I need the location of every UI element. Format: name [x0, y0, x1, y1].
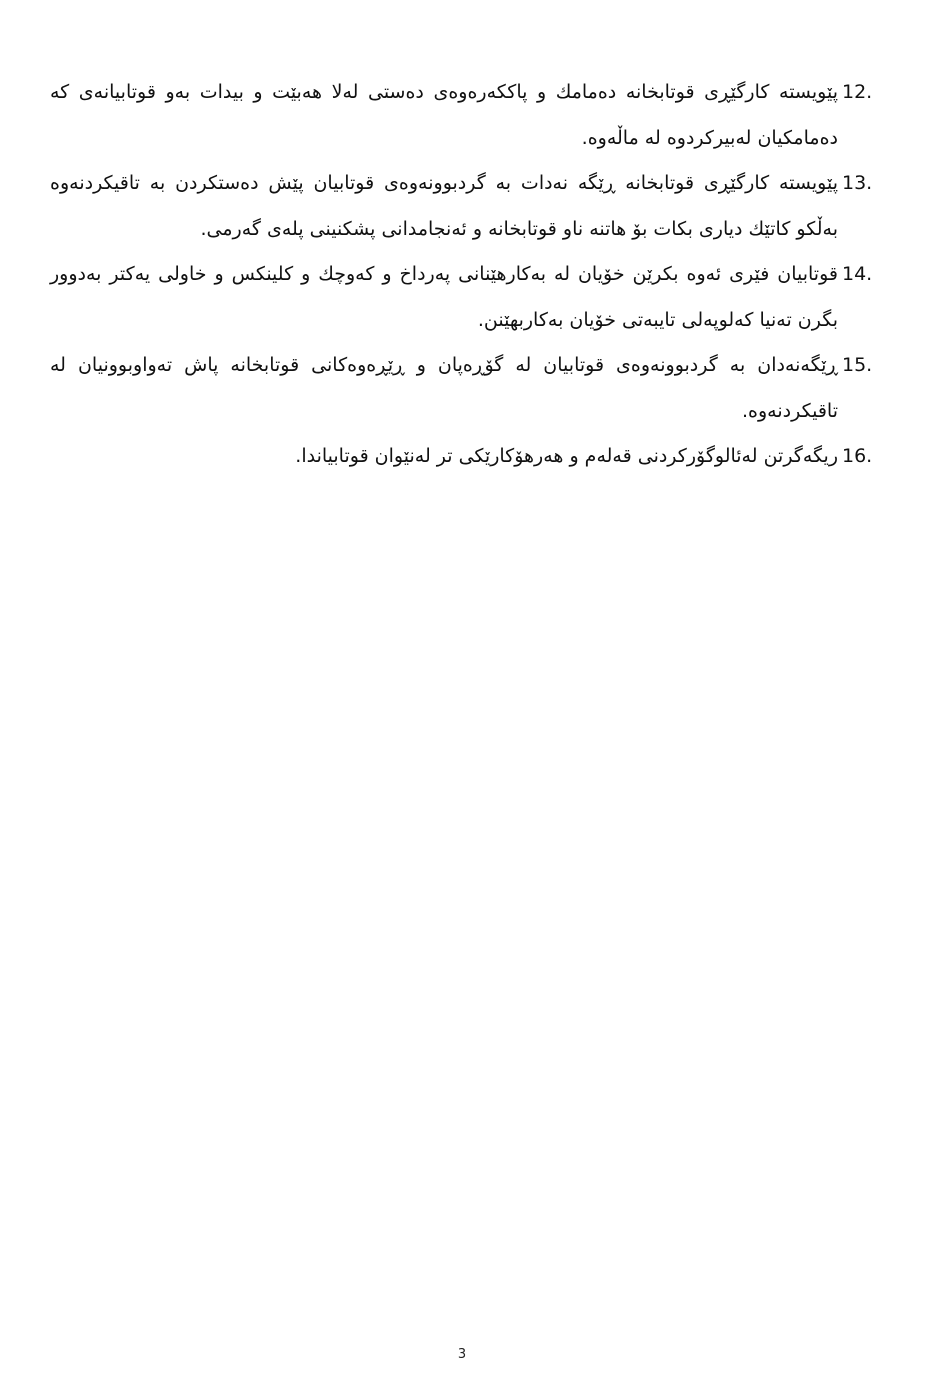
list-item-number: 13.	[842, 172, 873, 194]
list-item-text: قوتابیان فێری ئەوە بکرێن خۆیان لە بەکارهێنانی پەرداخ و کەوچك و کلینکس و خاولی یەکتر بەدوور بگرن تەنیا کەلوپەلی تایبەتی خۆیان بەکاربهێنن.	[50, 263, 838, 331]
list-item-text: ڕێگەنەدان بە گردبوونەوەی قوتابیان لە گۆڕەپان و ڕێڕەوەکانی قوتابخانە پاش تەواوبوونیان لە تاقیکردنەوە.	[50, 354, 838, 422]
list-item-text: پێویستە کارگێڕی قوتابخانە ڕێگە نەدات بە گردبوونەوەی قوتابیان پێش دەستکردن بە تاقیکردنەوە بەڵکو کاتێك دیاری بکات بۆ هاتنە ناو قوتابخانە و ئەنجامدانی پشکنینی پلەی گەرمی.	[50, 172, 838, 240]
list-item-number: 16.	[842, 445, 873, 467]
list-item	[50, 161, 878, 252]
list-item-number: 14.	[842, 263, 873, 285]
list-item	[50, 434, 878, 480]
numbered-list	[50, 70, 878, 480]
list-item-number: 12.	[842, 81, 873, 103]
list-item-number: 15.	[842, 354, 873, 376]
list-item	[50, 343, 878, 434]
list-item-text: ریگەگرتن لەئالوگۆرکردنی قەلەم و هەرهۆکارێکی تر لەنێوان قوتابیاندا.	[295, 445, 838, 467]
page-number: 3	[457, 1347, 467, 1362]
list-item	[50, 252, 878, 343]
list-item	[50, 70, 878, 161]
list-item-text: پێویستە کارگێڕی قوتابخانە دەمامك و پاککەرەوەی دەستی لەلا هەبێت و بیدات بەو قوتابیانەی کە دەمامکیان لەبیرکردوە لە ماڵەوە.	[50, 81, 838, 149]
